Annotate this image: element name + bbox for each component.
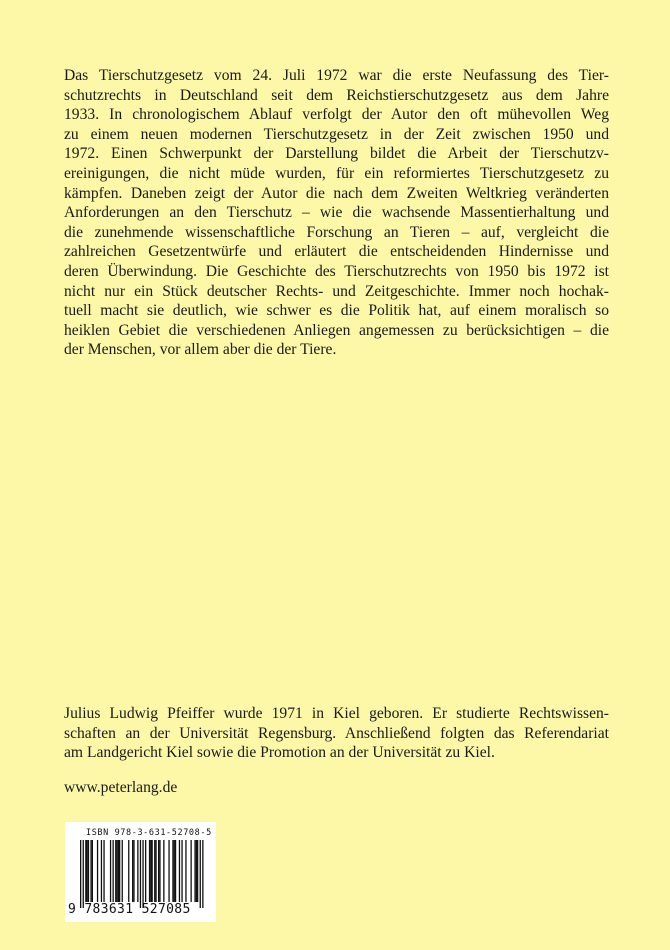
- barcode-bar: [179, 840, 180, 902]
- barcode-bar: [132, 840, 133, 902]
- barcode-bar: [142, 840, 143, 908]
- barcode-bar: [92, 840, 93, 902]
- bio-line: am Landgericht Kiel sowie die Promotion an der Universität zu Kiel.: [64, 744, 495, 762]
- blurb-line: zahlreichen Gesetzentwürfe und erläutert die entscheidenden Hindernisse und: [64, 243, 609, 261]
- blurb-line: deren Überwindung. Die Geschichte des Tierschutzrechts von 1950 bis 1972 ist: [64, 262, 609, 280]
- publisher-website[interactable]: www.peterlang.de: [64, 779, 178, 796]
- blurb-line: nicht nur ein Stück deutscher Rechts- und Zeitgeschichte. Immer noch hochak-: [64, 282, 609, 300]
- blurb-line: Das Tierschutzgesetz vom 24. Juli 1972 war die erste Neufassung des Tier-: [64, 67, 609, 84]
- barcode-bar: [196, 840, 197, 902]
- barcode-bar: [158, 840, 159, 902]
- blurb-line: heiklen Gebiet die verschiedenen Anliegen angemessen zu berücksichtigen – die: [64, 321, 609, 339]
- barcode-bar: [155, 840, 156, 902]
- ean-digits: 9 783631 527085: [68, 902, 191, 917]
- blurb-line: 1933. In chronologischem Ablauf verfolgt der Autor den oft mühevollen Weg: [64, 106, 609, 124]
- barcode-bar: [116, 840, 117, 902]
- barcode-bar: [194, 840, 195, 902]
- bio-line: schaften an der Universität Regensburg. Anschließend folgten das Referendariat: [64, 724, 609, 742]
- barcode-bar: [90, 840, 91, 902]
- barcode-bar: [118, 840, 119, 902]
- blurb-paragraph: [64, 66, 609, 360]
- barcode-bar: [103, 840, 104, 902]
- blurb-line: die zunehmende wissenschaftliche Forschung an Tieren – auf, vergleicht die: [64, 223, 609, 241]
- barcode-bar: [113, 840, 114, 902]
- barcode-bar: [101, 840, 102, 902]
- barcode-bar: [163, 840, 164, 902]
- barcode-bar: [85, 840, 86, 902]
- blurb-line: der Menschen, vor allem aber die der Tiere.: [64, 341, 337, 359]
- barcode-bar: [87, 840, 88, 902]
- barcode-bar: [154, 840, 155, 902]
- barcode-bar: [83, 840, 84, 908]
- blurb-line: tuell macht sie deutlich, wie schwer es die Politik hat, auf einem moralisch so: [64, 302, 609, 320]
- barcode-bar: [133, 840, 134, 902]
- barcode-bar: [174, 840, 175, 902]
- bio-line: Julius Ludwig Pfeiffer wurde 1971 in Kiel geboren. Er studierte Rechtswissen-: [64, 705, 609, 722]
- isbn-barcode: [65, 822, 216, 922]
- barcode-bar: [150, 840, 151, 902]
- blurb-line: kämpfen. Daneben zeigt der Autor die nach dem Zweiten Weltkrieg veränderten: [64, 184, 609, 202]
- barcode-bar: [140, 840, 141, 908]
- isbn-label: ISBN 978-3-631-52708-5: [86, 828, 212, 838]
- barcode-bar: [197, 840, 198, 902]
- barcode-bar: [128, 840, 129, 902]
- barcode-bar: [175, 840, 176, 902]
- barcode-bar: [80, 840, 81, 908]
- barcode-bar: [88, 840, 89, 902]
- barcode-bar: [159, 840, 160, 902]
- blurb-line: zu einem neuen modernen Tierschutzgesetz in der Zeit zwischen 1950 und: [64, 125, 609, 143]
- barcode-bar: [137, 840, 138, 902]
- barcode-bar: [181, 840, 182, 902]
- barcode-bar: [122, 840, 123, 902]
- barcode-bar: [191, 840, 192, 902]
- barcode-bar: [115, 840, 116, 902]
- barcode-bar: [145, 840, 146, 902]
- barcode-bar: [200, 840, 201, 908]
- blurb-line: schutzrechts in Deutschland seit dem Reichstierschutzgesetz aus dem Jahre: [64, 86, 609, 104]
- barcode-bar: [97, 840, 98, 902]
- blurb-line: Anforderungen an den Tierschutz – wie die wachsende Massentierhaltung und: [64, 204, 609, 222]
- barcode-bar: [149, 840, 150, 902]
- blurb-line: ereinigungen, die nicht müde wurden, für ein reformiertes Tierschutzgesetz zu: [64, 164, 609, 182]
- author-bio: [64, 704, 609, 763]
- barcode-bar: [172, 840, 173, 902]
- barcode-bar: [152, 840, 153, 902]
- barcode-bar: [119, 840, 120, 902]
- barcode-bar: [168, 840, 169, 902]
- barcode-bar: [185, 840, 186, 902]
- barcode-bar: [202, 840, 203, 908]
- blurb-line: 1972. Einen Schwerpunkt der Darstellung bildet die Arbeit der Tierschutzv-: [64, 145, 609, 163]
- barcode-bar: [110, 840, 111, 902]
